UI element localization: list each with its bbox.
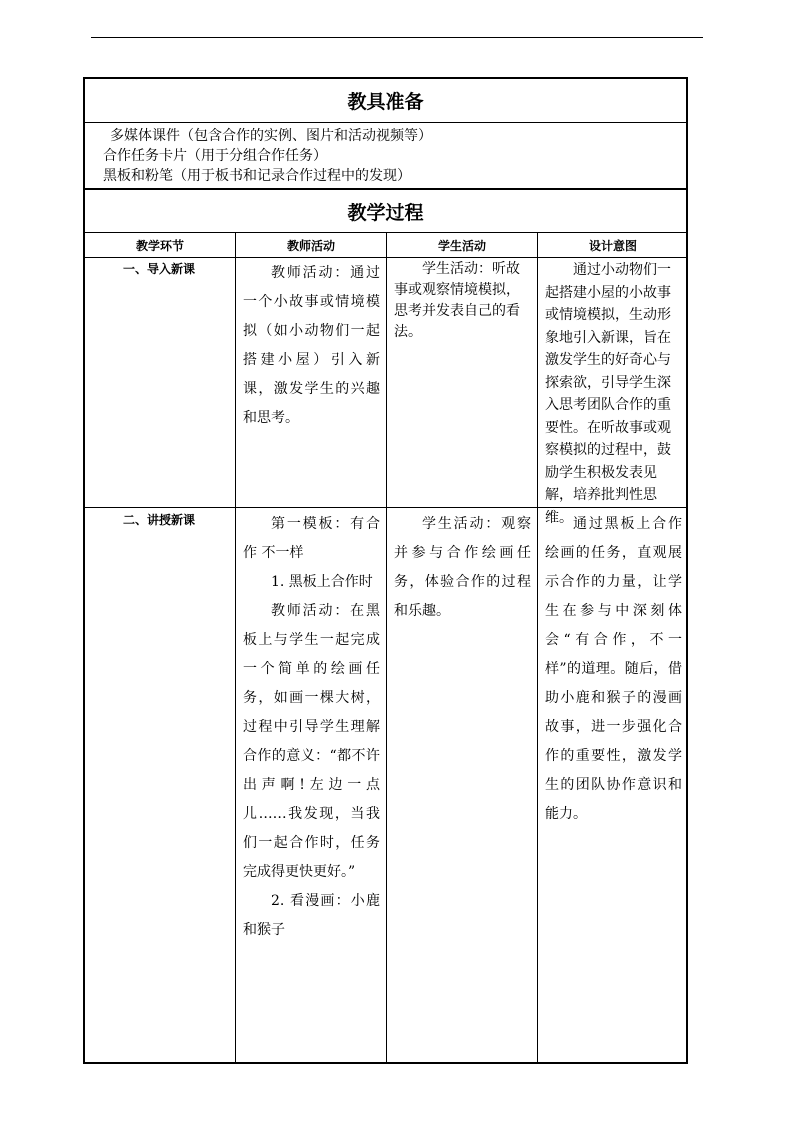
prep-item: 合作任务卡片（用于分组合作任务） xyxy=(103,148,327,164)
header-student: 学生活动 xyxy=(437,238,486,253)
column-divider xyxy=(537,233,538,1062)
design-intent: 通过小动物们一起搭建小屋的小故事或情境模拟，生动形象地引入新课，旨在激发学生的好奇心与探索欲，引导学生深入思考团队合作的重要性。在听故事或观察模拟的过程中，鼓励学生积极发表见解，培养批判性思维。 xyxy=(545,262,671,526)
header-stage: 教学环节 xyxy=(135,238,184,253)
prep-item: 黑板和粉笔（用于板书和记录合作过程中的发现） xyxy=(103,168,411,184)
teacher-activity xyxy=(243,259,380,433)
prep-title: 教具准备 xyxy=(85,79,686,123)
design-intent: 通过黑板上合作绘画的任务，直观展示合作的力量，让学生在参与中深刻体会“有合作，不一样”的道理。随后，借助小鹿和猴子的漫画故事，进一步强化合作的重要性，激发学生的团队协作意识和能力。 xyxy=(545,516,682,822)
teacher-paragraph: 教师活动：在黑板上与学生一起完成一个简单的绘画任务，如画一棵大树，过程中引导学生理解合作的意义：“都不许出声啊!左边一点儿……我发现，当我们一起合作时，任务完成得更快更好。” xyxy=(243,603,380,880)
teacher-paragraph: 第一模板：有合作 不一样 xyxy=(243,516,380,561)
teacher-activity xyxy=(243,510,380,945)
prep-item: 多媒体课件（包含合作的实例、图片和活动视频等） xyxy=(110,128,432,144)
student-activity: 学生活动：听故事或观察情境模拟，思考并发表自己的看法。 xyxy=(394,261,520,340)
teacher-paragraph: 教师活动：通过一个小故事或情境模拟（如小动物们一起搭建小屋）引入新课，激发学生的兴趣和思考。 xyxy=(243,265,380,426)
page-header-rule xyxy=(91,37,703,38)
student-activity: 学生活动：观察并参与合作绘画任务，体验合作的过程和乐趣。 xyxy=(394,516,531,619)
stage-label: 二、讲授新课 xyxy=(123,513,196,527)
header-intent: 设计意图 xyxy=(588,238,637,253)
prep-list xyxy=(85,123,686,190)
lesson-table xyxy=(83,77,688,1064)
process-title: 教学过程 xyxy=(85,190,686,233)
teacher-paragraph: 1. 黑板上合作时 xyxy=(271,574,373,590)
column-divider xyxy=(386,233,387,1062)
stage-label: 一、导入新课 xyxy=(123,262,196,276)
header-teacher: 教师活动 xyxy=(286,238,335,253)
column-divider xyxy=(235,233,236,1062)
header-row-divider xyxy=(85,257,686,258)
teacher-paragraph: 2. 看漫画：小鹿和猴子 xyxy=(243,893,380,938)
